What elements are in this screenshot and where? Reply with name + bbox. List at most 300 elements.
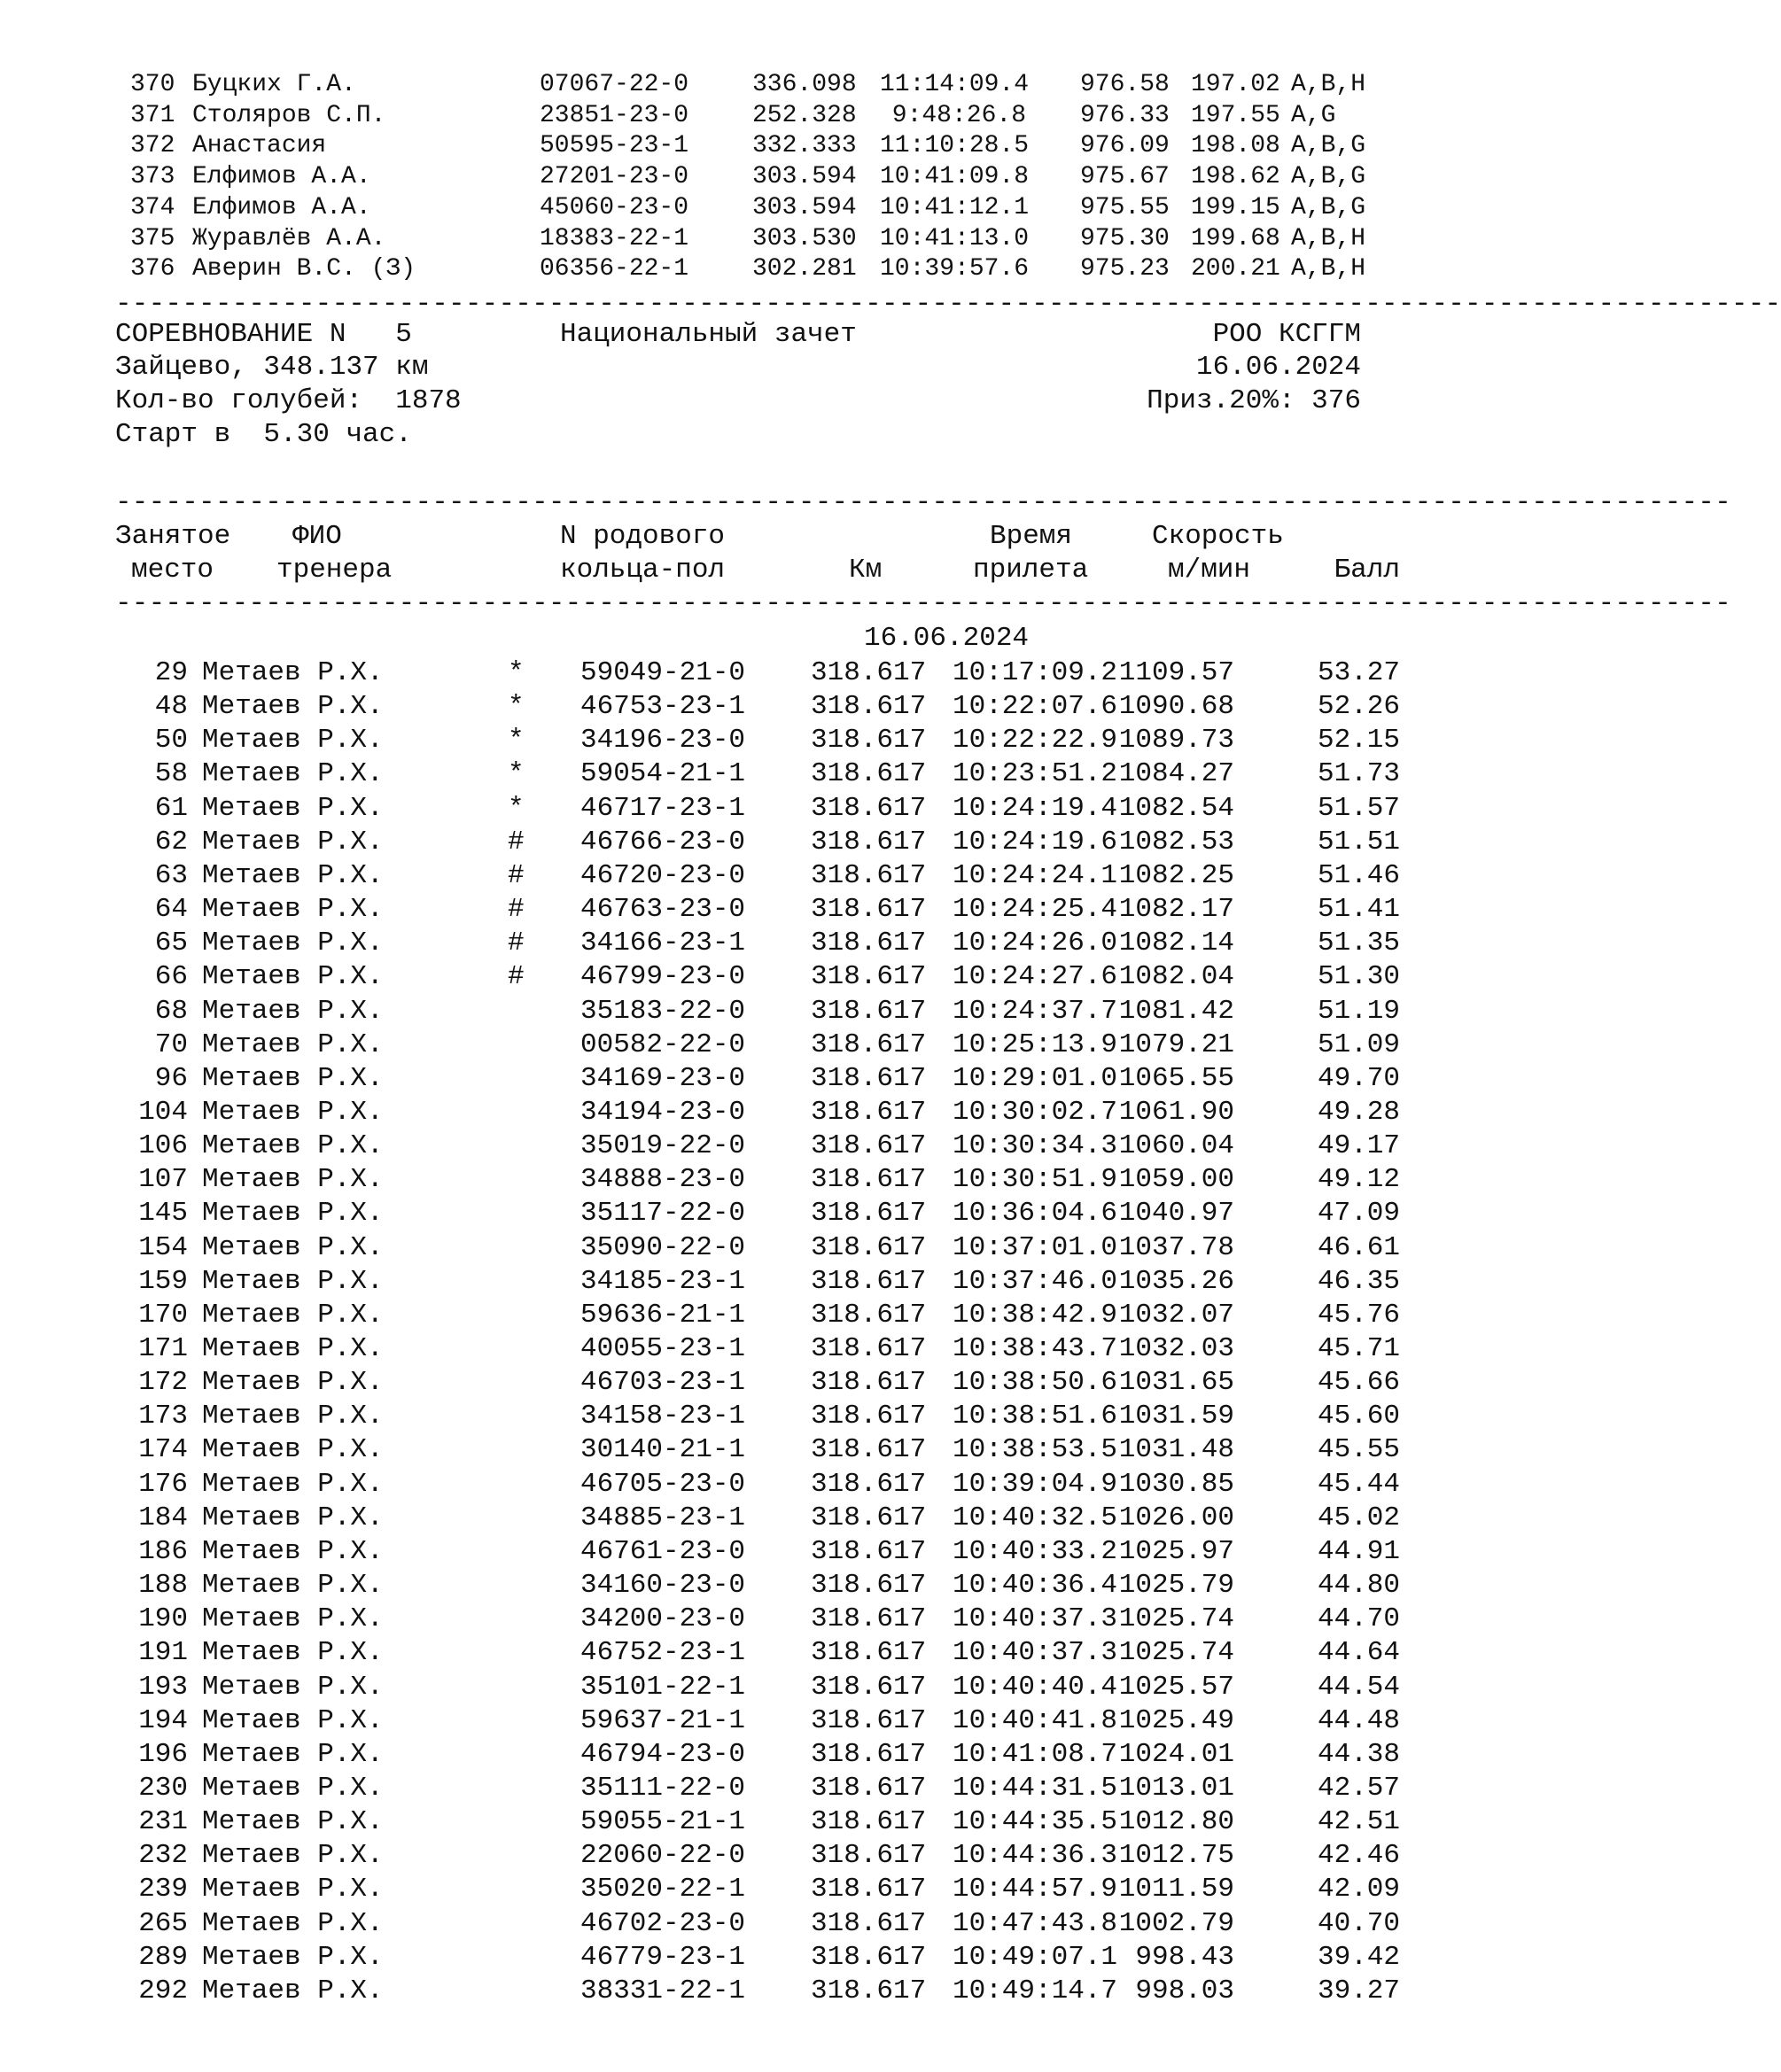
result-ring: 34196-23-0 xyxy=(580,725,746,757)
result-place: 70 xyxy=(154,1028,188,1060)
result-name: Метаев Р.Х. xyxy=(202,995,384,1027)
prev-ring: 27201-23-0 xyxy=(540,163,689,191)
prev-km: 302.281 xyxy=(752,255,857,283)
result-speed: 1040.97 xyxy=(1118,1198,1234,1230)
result-ring: 34200-23-0 xyxy=(580,1603,746,1635)
col-place-line1: Занятое xyxy=(115,521,231,552)
result-ring: 34160-23-0 xyxy=(580,1570,746,1602)
result-speed: 998.43 xyxy=(1135,1941,1234,1973)
result-speed: 1065.55 xyxy=(1118,1062,1234,1094)
result-km: 318.617 xyxy=(811,725,927,757)
prev-groups: A,G xyxy=(1291,101,1336,129)
prev-groups: A,B,H xyxy=(1291,255,1366,283)
result-ring: 34169-23-0 xyxy=(580,1062,746,1094)
prev-ring: 18383-22-1 xyxy=(540,224,689,252)
result-mark: * xyxy=(508,792,525,824)
result-points: 45.44 xyxy=(1317,1468,1400,1500)
result-speed: 1025.74 xyxy=(1118,1637,1234,1669)
result-name: Метаев Р.Х. xyxy=(202,657,384,688)
result-km: 318.617 xyxy=(811,1738,927,1770)
result-speed: 1082.04 xyxy=(1118,961,1234,993)
result-place: 159 xyxy=(138,1265,188,1297)
result-time: 10:40:36.4 xyxy=(953,1570,1118,1602)
result-km: 318.617 xyxy=(811,1941,927,1973)
prev-ring: 45060-23-0 xyxy=(540,193,689,221)
result-place: 174 xyxy=(138,1434,188,1466)
col-points: Балл xyxy=(1334,555,1400,586)
result-name: Метаев Р.Х. xyxy=(202,1028,384,1060)
result-speed: 1031.59 xyxy=(1118,1401,1234,1432)
result-ring: 34166-23-1 xyxy=(580,927,746,959)
result-speed: 1025.79 xyxy=(1118,1570,1234,1602)
prev-place: 374 xyxy=(130,193,175,221)
result-ring: 00582-22-0 xyxy=(580,1028,746,1060)
result-km: 318.617 xyxy=(811,792,927,824)
result-points: 52.15 xyxy=(1317,725,1400,757)
result-points: 44.64 xyxy=(1317,1637,1400,1669)
result-place: 58 xyxy=(154,758,188,790)
result-time: 10:38:50.6 xyxy=(953,1367,1118,1399)
result-speed: 1031.65 xyxy=(1118,1367,1234,1399)
result-km: 318.617 xyxy=(811,1907,927,1939)
prev-time: 10:41:12.1 xyxy=(880,193,1030,221)
result-ring: 46752-23-1 xyxy=(580,1637,746,1669)
prev-km: 252.328 xyxy=(752,101,857,129)
result-place: 265 xyxy=(138,1907,188,1939)
result-speed: 1060.04 xyxy=(1118,1130,1234,1162)
result-place: 292 xyxy=(138,1975,188,2006)
result-name: Метаев Р.Х. xyxy=(202,1401,384,1432)
result-km: 318.617 xyxy=(811,1130,927,1162)
result-name: Метаев Р.Х. xyxy=(202,1806,384,1838)
result-mark: # xyxy=(508,927,525,959)
result-name: Метаев Р.Х. xyxy=(202,1772,384,1804)
result-name: Метаев Р.Х. xyxy=(202,1874,384,1905)
prev-km: 303.594 xyxy=(752,193,857,221)
result-km: 318.617 xyxy=(811,1840,927,1872)
result-time: 10:24:19.4 xyxy=(953,792,1118,824)
result-name: Метаев Р.Х. xyxy=(202,1840,384,1872)
result-place: 231 xyxy=(138,1806,188,1838)
result-points: 47.09 xyxy=(1317,1198,1400,1230)
result-time: 10:30:02.7 xyxy=(953,1096,1118,1128)
result-speed: 1030.85 xyxy=(1118,1468,1234,1500)
result-points: 42.09 xyxy=(1317,1874,1400,1905)
result-km: 318.617 xyxy=(811,927,927,959)
result-ring: 46703-23-1 xyxy=(580,1367,746,1399)
result-time: 10:22:22.9 xyxy=(953,725,1118,757)
prev-name: Елфимов А.А. xyxy=(192,193,371,221)
result-points: 44.70 xyxy=(1317,1603,1400,1635)
result-speed: 1082.53 xyxy=(1118,826,1234,858)
result-speed: 1032.07 xyxy=(1118,1299,1234,1331)
result-ring: 59637-21-1 xyxy=(580,1704,746,1736)
prev-groups: A,B,G xyxy=(1291,193,1366,221)
result-time: 10:40:32.5 xyxy=(953,1502,1118,1533)
result-km: 318.617 xyxy=(811,1265,927,1297)
prev-name: Аверин В.С. (З) xyxy=(192,255,416,283)
result-speed: 1061.90 xyxy=(1118,1096,1234,1128)
result-speed: 998.03 xyxy=(1135,1975,1234,2006)
result-place: 171 xyxy=(138,1333,188,1364)
result-points: 45.60 xyxy=(1317,1401,1400,1432)
result-time: 10:47:43.8 xyxy=(953,1907,1118,1939)
prev-time: 11:14:09.4 xyxy=(880,71,1030,98)
result-name: Метаев Р.Х. xyxy=(202,1704,384,1736)
result-km: 318.617 xyxy=(811,859,927,891)
result-points: 51.73 xyxy=(1317,758,1400,790)
result-points: 52.26 xyxy=(1317,691,1400,723)
result-points: 44.48 xyxy=(1317,1704,1400,1736)
result-place: 63 xyxy=(154,859,188,891)
result-name: Метаев Р.Х. xyxy=(202,1637,384,1669)
result-ring: 59055-21-1 xyxy=(580,1806,746,1838)
result-points: 45.76 xyxy=(1317,1299,1400,1331)
result-place: 96 xyxy=(154,1062,188,1094)
result-mark: # xyxy=(508,961,525,993)
result-km: 318.617 xyxy=(811,826,927,858)
result-name: Метаев Р.Х. xyxy=(202,691,384,723)
competition-number: СОРЕВНОВАНИЕ N 5 xyxy=(115,319,412,350)
prev-points: 197.55 xyxy=(1191,101,1280,129)
prev-speed: 976.33 xyxy=(1080,101,1170,129)
col-name-line2: тренера xyxy=(276,555,393,586)
result-speed: 1082.17 xyxy=(1118,894,1234,926)
result-points: 44.38 xyxy=(1317,1738,1400,1770)
prev-km: 336.098 xyxy=(752,71,857,98)
result-name: Метаев Р.Х. xyxy=(202,1434,384,1466)
prev-points: 200.21 xyxy=(1191,255,1280,283)
result-ring: 46753-23-1 xyxy=(580,691,746,723)
prev-km: 303.530 xyxy=(752,224,857,252)
result-name: Метаев Р.Х. xyxy=(202,1265,384,1297)
result-name: Метаев Р.Х. xyxy=(202,894,384,926)
result-name: Метаев Р.Х. xyxy=(202,1941,384,1973)
result-name: Метаев Р.Х. xyxy=(202,758,384,790)
result-speed: 1031.48 xyxy=(1118,1434,1234,1466)
result-time: 10:29:01.0 xyxy=(953,1062,1118,1094)
result-time: 10:40:41.8 xyxy=(953,1704,1118,1736)
result-place: 184 xyxy=(138,1502,188,1533)
result-ring: 46720-23-0 xyxy=(580,859,746,891)
result-time: 10:38:53.5 xyxy=(953,1434,1118,1466)
result-place: 173 xyxy=(138,1401,188,1432)
prev-place: 373 xyxy=(130,163,175,191)
result-ring: 46761-23-0 xyxy=(580,1535,746,1567)
result-name: Метаев Р.Х. xyxy=(202,725,384,757)
prev-ring: 50595-23-1 xyxy=(540,132,689,160)
result-ring: 40055-23-1 xyxy=(580,1333,746,1364)
result-points: 46.35 xyxy=(1317,1265,1400,1297)
start-time: Старт в 5.30 час. xyxy=(115,419,412,450)
prev-speed: 975.67 xyxy=(1080,163,1170,191)
result-time: 10:40:37.3 xyxy=(953,1637,1118,1669)
result-mark: # xyxy=(508,894,525,926)
result-speed: 1025.74 xyxy=(1118,1603,1234,1635)
prev-place: 376 xyxy=(130,255,175,283)
result-km: 318.617 xyxy=(811,1535,927,1567)
result-points: 39.27 xyxy=(1317,1975,1400,2006)
result-ring: 34194-23-0 xyxy=(580,1096,746,1128)
result-speed: 1089.73 xyxy=(1118,725,1234,757)
result-name: Метаев Р.Х. xyxy=(202,792,384,824)
result-ring: 59049-21-0 xyxy=(580,657,746,688)
result-name: Метаев Р.Х. xyxy=(202,1535,384,1567)
result-place: 50 xyxy=(154,725,188,757)
organization: РОО КСГГМ xyxy=(1212,319,1361,350)
result-place: 61 xyxy=(154,792,188,824)
result-mark: * xyxy=(508,657,525,688)
result-km: 318.617 xyxy=(811,758,927,790)
result-place: 66 xyxy=(154,961,188,993)
result-name: Метаев Р.Х. xyxy=(202,1570,384,1602)
prev-groups: A,B,G xyxy=(1291,163,1366,191)
prev-speed: 976.58 xyxy=(1080,71,1170,98)
result-km: 318.617 xyxy=(811,1333,927,1364)
result-km: 318.617 xyxy=(811,1874,927,1905)
result-place: 172 xyxy=(138,1367,188,1399)
result-time: 10:37:46.0 xyxy=(953,1265,1118,1297)
result-place: 48 xyxy=(154,691,188,723)
prev-place: 370 xyxy=(130,71,175,98)
result-time: 10:44:36.3 xyxy=(953,1840,1118,1872)
result-place: 29 xyxy=(154,657,188,688)
result-km: 318.617 xyxy=(811,1806,927,1838)
result-time: 10:44:31.5 xyxy=(953,1772,1118,1804)
result-name: Метаев Р.Х. xyxy=(202,1468,384,1500)
result-time: 10:36:04.6 xyxy=(953,1198,1118,1230)
prev-time: 11:10:28.5 xyxy=(880,132,1030,160)
result-km: 318.617 xyxy=(811,1401,927,1432)
result-name: Метаев Р.Х. xyxy=(202,1367,384,1399)
result-time: 10:38:51.6 xyxy=(953,1401,1118,1432)
result-ring: 35090-22-0 xyxy=(580,1231,746,1263)
prev-km: 332.333 xyxy=(752,132,857,160)
prev-name: Елфимов А.А. xyxy=(192,163,371,191)
prev-points: 199.68 xyxy=(1191,224,1280,252)
result-points: 53.27 xyxy=(1317,657,1400,688)
result-points: 51.41 xyxy=(1317,894,1400,926)
result-place: 154 xyxy=(138,1231,188,1263)
result-mark: * xyxy=(508,758,525,790)
result-points: 39.42 xyxy=(1317,1941,1400,1973)
result-mark: * xyxy=(508,691,525,723)
result-points: 51.57 xyxy=(1317,792,1400,824)
result-speed: 1025.57 xyxy=(1118,1671,1234,1703)
prev-time: 10:39:57.6 xyxy=(880,255,1030,283)
result-name: Метаев Р.Х. xyxy=(202,1671,384,1703)
col-speed-line2: м/мин xyxy=(1168,555,1251,586)
result-km: 318.617 xyxy=(811,894,927,926)
result-points: 42.57 xyxy=(1317,1772,1400,1804)
result-speed: 1032.03 xyxy=(1118,1333,1234,1364)
result-ring: 35117-22-0 xyxy=(580,1198,746,1230)
result-km: 318.617 xyxy=(811,1231,927,1263)
result-place: 64 xyxy=(154,894,188,926)
result-place: 176 xyxy=(138,1468,188,1500)
result-time: 10:30:34.3 xyxy=(953,1130,1118,1162)
result-speed: 1082.25 xyxy=(1118,859,1234,891)
prev-ring: 07067-22-0 xyxy=(540,71,689,98)
result-name: Метаев Р.Х. xyxy=(202,1062,384,1094)
result-ring: 35101-22-1 xyxy=(580,1671,746,1703)
prev-groups: A,B,H xyxy=(1291,71,1366,98)
prev-name: Журавлёв А.А. xyxy=(192,224,386,252)
result-place: 194 xyxy=(138,1704,188,1736)
result-points: 42.51 xyxy=(1317,1806,1400,1838)
results-date: 16.06.2024 xyxy=(864,623,1030,654)
prev-time: 10:41:09.8 xyxy=(880,163,1030,191)
result-time: 10:30:51.9 xyxy=(953,1164,1118,1196)
result-km: 318.617 xyxy=(811,657,927,688)
result-km: 318.617 xyxy=(811,1975,927,2006)
result-points: 51.51 xyxy=(1317,826,1400,858)
result-place: 232 xyxy=(138,1840,188,1872)
result-ring: 46705-23-0 xyxy=(580,1468,746,1500)
result-speed: 1025.97 xyxy=(1118,1535,1234,1567)
result-place: 145 xyxy=(138,1198,188,1230)
result-name: Метаев Р.Х. xyxy=(202,1299,384,1331)
prev-speed: 976.09 xyxy=(1080,132,1170,160)
result-time: 10:24:25.4 xyxy=(953,894,1118,926)
prev-place: 371 xyxy=(130,101,175,129)
result-name: Метаев Р.Х. xyxy=(202,1096,384,1128)
prev-points: 198.08 xyxy=(1191,132,1280,160)
result-place: 107 xyxy=(138,1164,188,1196)
divider-top: ---------------------------------------------------------------------------------------------------- xyxy=(115,289,1781,320)
prev-points: 199.15 xyxy=(1191,193,1280,221)
result-speed: 1011.59 xyxy=(1118,1874,1234,1905)
result-speed: 1084.27 xyxy=(1118,758,1234,790)
result-km: 318.617 xyxy=(811,1299,927,1331)
result-speed: 1037.78 xyxy=(1118,1231,1234,1263)
result-place: 196 xyxy=(138,1738,188,1770)
result-speed: 1090.68 xyxy=(1118,691,1234,723)
result-name: Метаев Р.Х. xyxy=(202,826,384,858)
result-place: 239 xyxy=(138,1874,188,1905)
result-speed: 1079.21 xyxy=(1118,1028,1234,1060)
result-km: 318.617 xyxy=(811,1468,927,1500)
result-ring: 22060-22-0 xyxy=(580,1840,746,1872)
result-points: 49.12 xyxy=(1317,1164,1400,1196)
result-name: Метаев Р.Х. xyxy=(202,1333,384,1364)
pigeon-count: Кол-во голубей: 1878 xyxy=(115,385,462,416)
prev-name: Столяров С.П. xyxy=(192,101,386,129)
result-km: 318.617 xyxy=(811,1434,927,1466)
result-speed: 1024.01 xyxy=(1118,1738,1234,1770)
result-ring: 46702-23-0 xyxy=(580,1907,746,1939)
result-place: 289 xyxy=(138,1941,188,1973)
result-km: 318.617 xyxy=(811,1603,927,1635)
result-name: Метаев Р.Х. xyxy=(202,1603,384,1635)
result-points: 51.35 xyxy=(1317,927,1400,959)
result-time: 10:49:14.7 xyxy=(953,1975,1118,2006)
result-time: 10:23:51.2 xyxy=(953,758,1118,790)
result-speed: 1025.49 xyxy=(1118,1704,1234,1736)
prev-groups: A,B,H xyxy=(1291,224,1366,252)
prev-points: 197.02 xyxy=(1191,71,1280,98)
result-time: 10:38:42.9 xyxy=(953,1299,1118,1331)
result-points: 51.46 xyxy=(1317,859,1400,891)
result-points: 40.70 xyxy=(1317,1907,1400,1939)
result-mark: * xyxy=(508,725,525,757)
result-name: Метаев Р.Х. xyxy=(202,1907,384,1939)
result-points: 51.30 xyxy=(1317,961,1400,993)
prev-speed: 975.55 xyxy=(1080,193,1170,221)
result-speed: 1012.75 xyxy=(1118,1840,1234,1872)
result-points: 42.46 xyxy=(1317,1840,1400,1872)
result-time: 10:49:07.1 xyxy=(953,1941,1118,1973)
prev-ring: 23851-23-0 xyxy=(540,101,689,129)
result-time: 10:24:27.6 xyxy=(953,961,1118,993)
result-ring: 34185-23-1 xyxy=(580,1265,746,1297)
result-points: 49.17 xyxy=(1317,1130,1400,1162)
result-place: 104 xyxy=(138,1096,188,1128)
result-ring: 46763-23-0 xyxy=(580,894,746,926)
result-name: Метаев Р.Х. xyxy=(202,859,384,891)
result-place: 188 xyxy=(138,1570,188,1602)
result-speed: 1002.79 xyxy=(1118,1907,1234,1939)
result-time: 10:24:19.6 xyxy=(953,826,1118,858)
result-km: 318.617 xyxy=(811,1570,927,1602)
result-points: 51.09 xyxy=(1317,1028,1400,1060)
result-time: 10:40:40.4 xyxy=(953,1671,1118,1703)
result-time: 10:37:01.0 xyxy=(953,1231,1118,1263)
result-ring: 59054-21-1 xyxy=(580,758,746,790)
result-place: 170 xyxy=(138,1299,188,1331)
race-date: 16.06.2024 xyxy=(1195,352,1361,383)
prev-time: 10:41:13.0 xyxy=(880,224,1030,252)
result-name: Метаев Р.Х. xyxy=(202,961,384,993)
prev-km: 303.594 xyxy=(752,163,857,191)
result-km: 318.617 xyxy=(811,1502,927,1533)
result-points: 45.66 xyxy=(1317,1367,1400,1399)
result-name: Метаев Р.Х. xyxy=(202,1738,384,1770)
result-time: 10:44:35.5 xyxy=(953,1806,1118,1838)
result-ring: 34888-23-0 xyxy=(580,1164,746,1196)
prev-speed: 975.23 xyxy=(1080,255,1170,283)
release-location: Зайцево, 348.137 км xyxy=(115,352,429,383)
result-ring: 38331-22-1 xyxy=(580,1975,746,2006)
result-km: 318.617 xyxy=(811,1637,927,1669)
result-time: 10:24:24.1 xyxy=(953,859,1118,891)
result-ring: 59636-21-1 xyxy=(580,1299,746,1331)
result-points: 46.61 xyxy=(1317,1231,1400,1263)
result-ring: 46717-23-1 xyxy=(580,792,746,824)
result-speed: 1035.26 xyxy=(1118,1265,1234,1297)
result-points: 51.19 xyxy=(1317,995,1400,1027)
result-km: 318.617 xyxy=(811,1164,927,1196)
result-time: 10:24:37.7 xyxy=(953,995,1118,1027)
result-km: 318.617 xyxy=(811,1772,927,1804)
result-name: Метаев Р.Х. xyxy=(202,1975,384,2006)
result-points: 44.80 xyxy=(1317,1570,1400,1602)
result-time: 10:24:26.0 xyxy=(953,927,1118,959)
result-ring: 30140-21-1 xyxy=(580,1434,746,1466)
prev-time: 9:48:26.8 xyxy=(891,101,1026,129)
result-points: 45.71 xyxy=(1317,1333,1400,1364)
result-speed: 1082.54 xyxy=(1118,792,1234,824)
col-ring-line1: N родового xyxy=(560,521,726,552)
result-km: 318.617 xyxy=(811,1198,927,1230)
result-ring: 35020-22-1 xyxy=(580,1874,746,1905)
result-place: 191 xyxy=(138,1637,188,1669)
result-mark: # xyxy=(508,826,525,858)
result-km: 318.617 xyxy=(811,1062,927,1094)
result-ring: 35111-22-0 xyxy=(580,1772,746,1804)
result-km: 318.617 xyxy=(811,1704,927,1736)
prize-info: Приз.20%: 376 xyxy=(1147,385,1361,416)
